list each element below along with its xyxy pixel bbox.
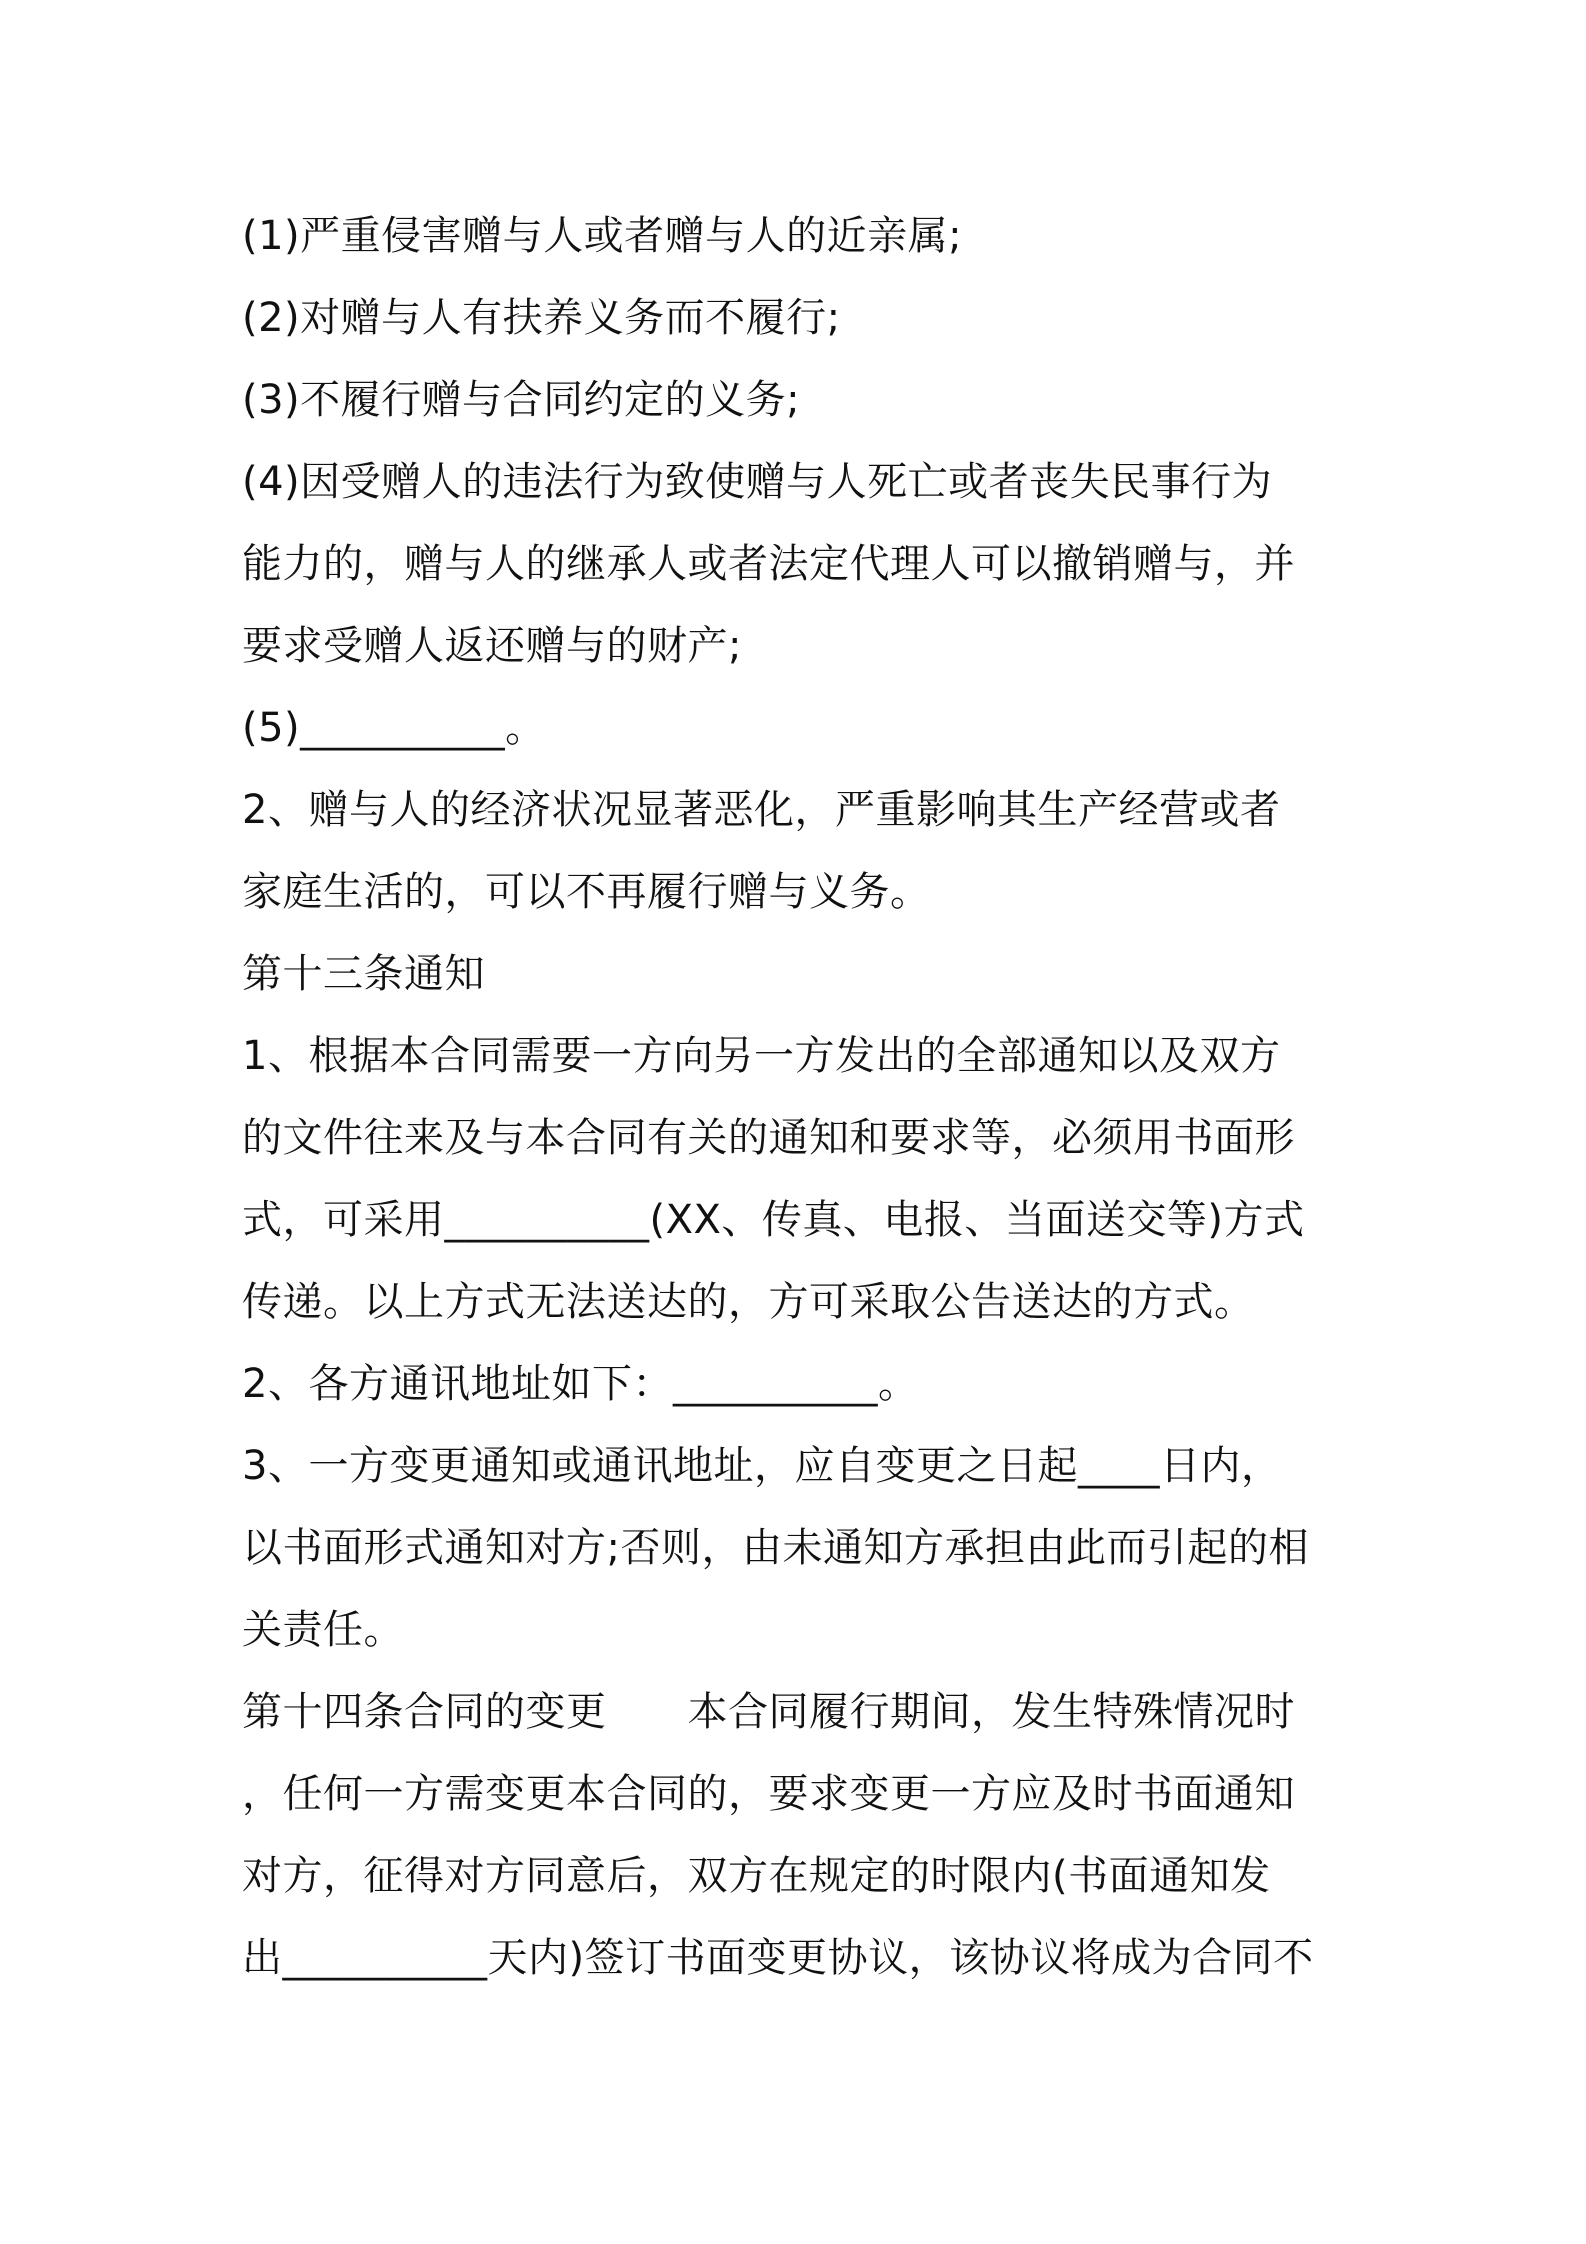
text-line: ，任何一方需变更本合同的，要求变更一方应及时书面通知 xyxy=(242,1771,1295,1817)
text-line: (2)对赠与人有扶养义务而不履行; xyxy=(242,295,841,341)
section-heading-line: 第十四条合同的变更 本合同履行期间，发生特殊情况时 xyxy=(242,1689,1295,1735)
text-line: 关责任。 xyxy=(242,1607,404,1653)
text-line: (5)__________。 xyxy=(242,705,546,751)
text-line: 2、赠与人的经济状况显著恶化，严重影响其生产经营或者 xyxy=(242,787,1281,833)
text-line: 要求受赠人返还赠与的财产; xyxy=(242,623,742,669)
text-line: 2、各方通讯地址如下：__________。 xyxy=(242,1361,919,1407)
text-line: (4)因受赠人的违法行为致使赠与人死亡或者丧失民事行为 xyxy=(242,459,1273,505)
text-line: 家庭生活的，可以不再履行赠与义务。 xyxy=(242,869,931,915)
text-line: 对方，征得对方同意后，双方在规定的时限内(书面通知发 xyxy=(242,1853,1271,1899)
text-line: 以书面形式通知对方;否则，由未通知方承担由此而引起的相 xyxy=(242,1525,1309,1571)
text-line: (1)严重侵害赠与人或者赠与人的近亲属; xyxy=(242,213,963,259)
text-line: 出__________天内)签订书面变更协议，该协议将成为合同不 xyxy=(242,1935,1314,1981)
text-line: 1、根据本合同需要一方向另一方发出的全部通知以及双方 xyxy=(242,1033,1281,1079)
text-line: (3)不履行赠与合同约定的义务; xyxy=(242,377,801,423)
text-line: 式，可采用__________(XX、传真、电报、当面送交等)方式 xyxy=(242,1197,1305,1243)
text-line: 传递。以上方式无法送达的，方可采取公告送达的方式。 xyxy=(242,1279,1255,1325)
document-body xyxy=(242,195,1362,1999)
text-line: 能力的，赠与人的继承人或者法定代理人可以撤销赠与，并 xyxy=(242,541,1295,587)
section-heading: 第十三条通知 xyxy=(242,951,485,997)
text-line: 3、一方变更通知或通讯地址，应自变更之日起____日内， xyxy=(242,1443,1282,1489)
text-line: 的文件往来及与本合同有关的通知和要求等，必须用书面形 xyxy=(242,1115,1295,1161)
